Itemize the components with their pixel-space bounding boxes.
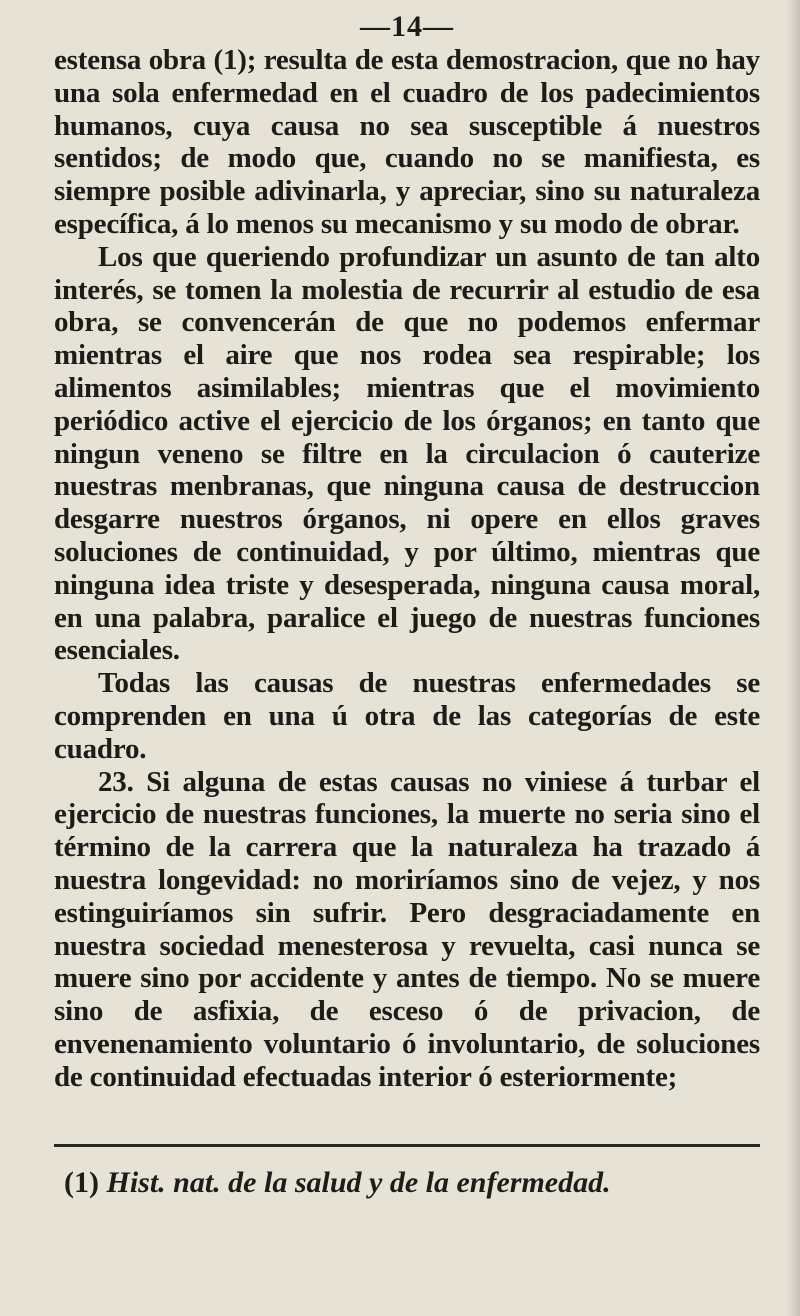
footnote-marker: (1) bbox=[64, 1165, 99, 1199]
paragraph-4: 23. Si alguna de estas causas no viniese á turbar el ejercicio de nuestras funciones, la muerte no seria sino el término de la carrera que la naturaleza ha trazado á nuestra longevidad: no moriríamos sino de vejez, y nos estinguiríamos sin sufrir. Pero desgraciadamente en nuestra sociedad menesterosa y revuelta, casi nunca se muere sino por accidente y antes de tiempo. No se muere sino de asfixia, de esceso ó de privacion, de envenenamiento voluntario ó involuntario, de soluciones de continuidad efectuadas interior ó esteriormente; bbox=[54, 765, 760, 1093]
paragraph-2: Los que queriendo profundizar un asunto de tan alto interés, se tomen la molestia de recurrir al estudio de esa obra, se convencerán de que no podemos enfermar mientras el aire que nos rodea sea respirable; los alimentos asimilables; mientras que el movimiento periódico active el ejercicio de los órganos; en tanto que ningun veneno se filtre en la circulacion ó cauterize nuestras menbranas, que ninguna causa de destruccion desgarre nuestros órganos, ni opere en ellos graves soluciones de continuidad, y por último, mientras que ninguna idea triste y desesperada, ninguna causa moral, en una palabra, paralice el juego de nuestras funciones esenciales. bbox=[54, 240, 760, 667]
page-number: —14— bbox=[360, 10, 454, 43]
footnote-divider bbox=[54, 1144, 760, 1147]
page-edge-shadow bbox=[786, 0, 800, 1316]
footnote bbox=[54, 1165, 760, 1201]
body-text bbox=[54, 44, 760, 1094]
paragraph-3: Todas las causas de nuestras enfermedades se comprenden en una ú otra de las categorías de este cuadro. bbox=[54, 667, 760, 765]
footnote-title: Hist. nat. de la salud y de la enfermedad. bbox=[106, 1165, 611, 1199]
paragraph-1: estensa obra (1); resulta de esta demostracion, que no hay una sola enfermedad en el cuadro de los padecimientos humanos, cuya causa no sea susceptible á nuestros sentidos; de modo que, cuando no se manifiesta, es siempre posible adivinarla, y apreciar, sino su naturaleza específica, á lo menos su mecanismo y su modo de obrar. bbox=[54, 44, 760, 240]
